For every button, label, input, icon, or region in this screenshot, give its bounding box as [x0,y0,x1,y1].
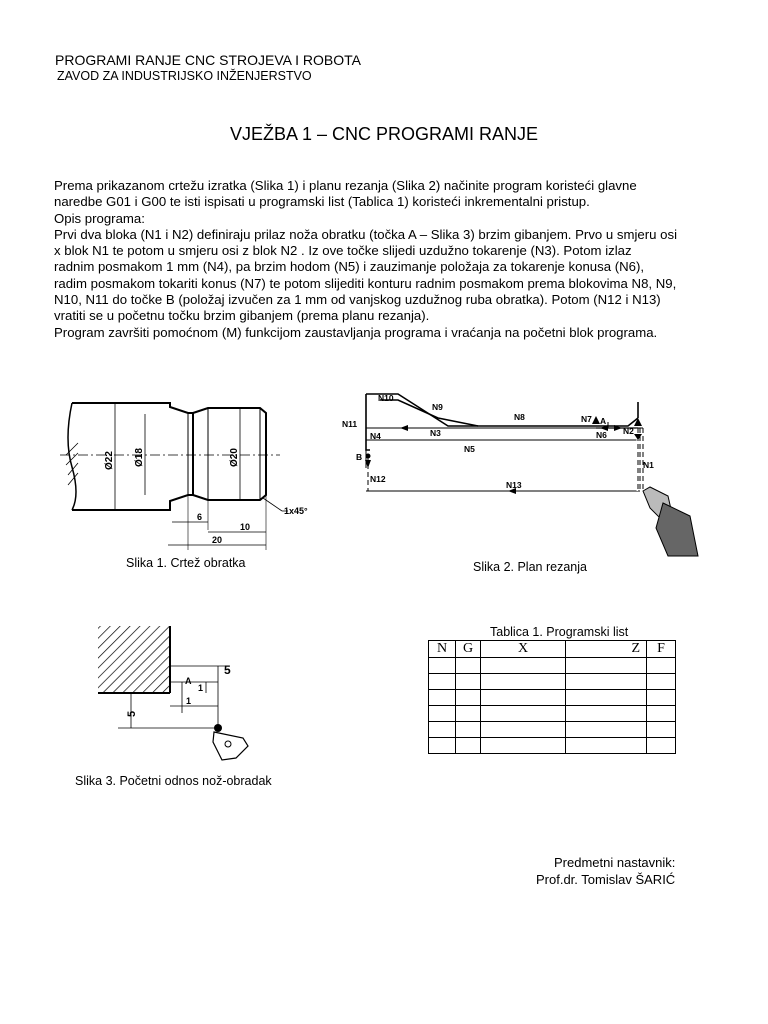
dim-l10: 10 [240,522,251,532]
cell-z[interactable] [566,690,647,706]
body-line: Program završiti pomoćnom (M) funkcijom zaustavljanja programa i vraćanja na početni blok programa. [54,324,658,340]
cell-x[interactable] [481,658,566,674]
fig3-dim-1-b: 1 [186,696,192,706]
page-title: VJEŽBA 1 – CNC PROGRAMI RANJE [229,124,539,144]
fig3-dim-1-a: 1 [198,683,204,693]
exercise-description [54,178,734,341]
cell-z[interactable] [566,674,647,690]
table-row [429,706,676,722]
cell-g[interactable] [456,674,481,690]
label-n4: N4 [370,431,381,441]
cell-x[interactable] [481,706,566,722]
label-n11: N11 [342,419,358,429]
dim-l20: 20 [212,535,223,545]
dim-d18: Ø18 [134,448,145,467]
body-line: radnim posmakom 1 mm (N4), pa brzim hodom (N5) i zauzimanje položaja za tokarenje konusa (N6), [54,259,645,275]
cell-g[interactable] [456,722,481,738]
cell-g[interactable] [456,738,481,754]
body-line: Prvi dva bloka (N1 i N2) definiraju prilaz noža obratku (točka A – Slika 3) brzim gibanjem. Prvo u smjeru osi [54,226,678,242]
cell-f[interactable] [647,706,676,722]
col-header-f: F [647,641,676,658]
figure3-caption: Slika 3. Početni odnos nož-obradak [75,774,272,788]
label-n8: N8 [514,412,525,422]
body-line: x blok N1 te potom u smjeru osi z blok N2 . Iz ove točke slijedi uzdužno tokarenje (N3). Potom izlaz [54,243,632,259]
table-row [429,690,676,706]
fig3-dim-5-top: 5 [224,663,231,677]
cell-z[interactable] [566,738,647,754]
signature-name: Prof.dr. Tomislav ŠARIĆ [536,872,676,887]
table-row [429,722,676,738]
cell-n[interactable] [429,738,456,754]
label-b: B [356,452,363,462]
cell-x[interactable] [481,738,566,754]
cell-z[interactable] [566,658,647,674]
figure1-caption: Slika 1. Crtež obratka [126,556,246,570]
program-sheet-table [428,640,676,754]
cell-z[interactable] [566,722,647,738]
label-n1: N1 [643,460,654,470]
header-course: PROGRAMI RANJE CNC STROJEVA I ROBOTA [55,52,361,68]
label-n6: N6 [596,430,607,440]
label-n12: N12 [370,474,386,484]
dim-d22: Ø22 [104,451,115,470]
table-row [429,658,676,674]
label-n3: N3 [430,428,441,438]
fig3-dim-5-left: 5 [126,710,138,717]
body-line: N10, N11 do točke B (položaj izvučen za 1 mm od vanjskog uzdužnog ruba obratka). Potom (N12 i N13) [54,292,661,308]
table-row [429,674,676,690]
cell-g[interactable] [456,658,481,674]
body-line: Opis programa: [54,210,145,226]
col-header-z: Z [566,641,647,658]
col-header-x: X [481,641,566,658]
label-n10: N10 [378,393,394,403]
body-line: naredbe G01 i G00 te isti ispisati u programski list (Tablica 1) koristeći inkrementalni pristup. [54,194,590,210]
signature-role: Predmetni nastavnik: [554,855,676,870]
cell-x[interactable] [481,722,566,738]
label-n7: N7 [581,414,592,424]
label-n5: N5 [464,444,475,454]
cell-g[interactable] [456,690,481,706]
body-line: radim posmakom tokariti konus (N7) te potom slijediti konturu radnim posmakom prema blokovima N8, N9, [54,275,677,291]
body-line: Prema prikazanom crtežu izratka (Slika 1) i planu rezanja (Slika 2) načinite program koristeći glavne [54,178,637,193]
cell-f[interactable] [647,690,676,706]
table-header-row [429,641,676,658]
dim-d20: Ø20 [229,448,240,467]
cell-f[interactable] [647,722,676,738]
tool-workpiece-figure [98,618,268,768]
cell-n[interactable] [429,690,456,706]
dim-l6: 6 [197,512,203,522]
cell-f[interactable] [647,738,676,754]
label-a: A [600,416,607,426]
col-header-g: G [456,641,481,658]
cell-n[interactable] [429,658,456,674]
cell-g[interactable] [456,706,481,722]
part-drawing-figure [60,395,330,555]
cell-f[interactable] [647,658,676,674]
cell-f[interactable] [647,674,676,690]
label-n13: N13 [506,480,522,490]
table-row [429,738,676,754]
figure2-caption: Slika 2. Plan rezanja [473,560,587,574]
table-title: Tablica 1. Programski list [490,625,629,639]
cell-n[interactable] [429,722,456,738]
label-n2: N2 [623,426,634,436]
cell-n[interactable] [429,674,456,690]
cell-x[interactable] [481,690,566,706]
cutting-plan-figure [338,388,708,563]
cell-n[interactable] [429,706,456,722]
dim-chamfer: 1x45° [284,506,308,516]
cell-x[interactable] [481,674,566,690]
col-header-n: N [429,641,456,658]
label-n9: N9 [432,402,443,412]
fig3-point-a: A [185,676,192,686]
body-line: vratiti se u početnu točku brzim gibanjem (prema planu rezanja). [54,308,430,324]
cell-z[interactable] [566,706,647,722]
tool-icon [643,487,698,556]
header-department: ZAVOD ZA INDUSTRIJSKO INŽENJERSTVO [57,69,312,83]
